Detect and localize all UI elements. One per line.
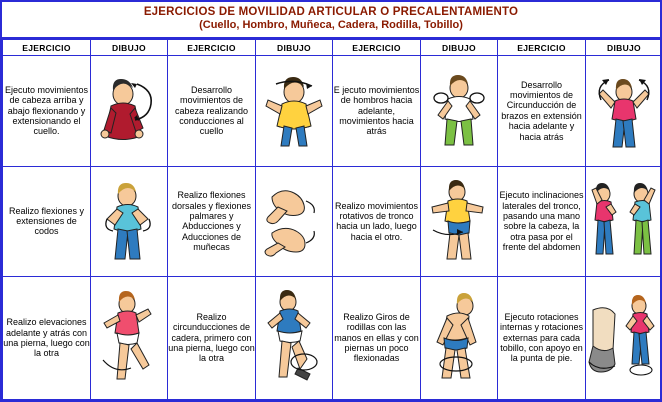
table-row	[3, 166, 662, 276]
exercise-text: Realizo flexiones dorsales y flexiones palmares y Abducciones y Aducciones de muñecas	[168, 166, 256, 276]
page-title: EJERCICIOS DE MOVILIDAD ARTICULAR O PRECALENTAMIENTO	[143, 6, 519, 18]
page-subtitle: (Cuello, Hombro, Muñeca, Cadera, Rodilla, Tobillo)	[199, 19, 463, 32]
neck-rotation-icon	[256, 72, 332, 150]
header-drawing-2: DIBUJO	[256, 40, 333, 56]
table-header-row	[3, 40, 662, 56]
header-exercise-2: EJERCICIO	[168, 40, 256, 56]
exercise-drawing	[421, 276, 498, 399]
header-exercise-4: EJERCICIO	[498, 40, 586, 56]
trunk-rotation-icon	[421, 178, 497, 264]
title-bar	[2, 2, 660, 39]
header-exercise-1: EJERCICIO	[3, 40, 91, 56]
elbow-flexion-icon	[91, 178, 167, 264]
header-exercise-3: EJERCICIO	[333, 40, 421, 56]
exercise-text: Realizo circunducciones de cadera, primero con una pierna, luego con la otra	[168, 276, 256, 399]
arm-circumduction-icon	[586, 68, 662, 154]
table-row	[3, 276, 662, 399]
hip-circumduction-icon	[256, 290, 332, 386]
exercise-text: Realizo movimientos rotativos de tronco hacia un lado, luego hacia el otro.	[333, 166, 421, 276]
lateral-trunk-bend-icon	[586, 178, 662, 264]
exercise-drawing	[256, 166, 333, 276]
knee-circles-icon	[421, 290, 497, 386]
exercise-text: Ejecuto inclinaciones laterales del tronco, pasando una mano sobre la cabeza, la otra pasa por el frente del abdomen	[498, 166, 586, 276]
table-row	[3, 56, 662, 166]
exercise-text: Realizo Giros de rodillas con las manos en ellas y con piernas un poco flexionadas	[333, 276, 421, 399]
header-drawing-1: DIBUJO	[91, 40, 168, 56]
exercise-drawing	[586, 56, 662, 166]
exercise-drawing	[586, 166, 662, 276]
exercise-text: Desarrollo movimientos de cabeza realizando conducciones al cuello	[168, 56, 256, 166]
exercise-text: Realizo elevaciones adelante y atrás con una pierna, luego con la otra	[3, 276, 91, 399]
exercise-text: E jecuto movimientos de hombros hacia adelante, movimientos hacia atrás	[333, 56, 421, 166]
neck-flexion-extension-icon	[91, 72, 167, 150]
exercise-text: Ejecuto rotaciones internas y rotaciones externas para cada tobillo, con apoyo en la punta de pie.	[498, 276, 586, 399]
header-drawing-4: DIBUJO	[586, 40, 662, 56]
exercise-text: Desarrollo movimientos de Circunducción de brazos en extensión hacia adelante y hacia atrás	[498, 56, 586, 166]
exercise-drawing	[91, 56, 168, 166]
exercise-drawing	[586, 276, 662, 399]
exercise-text: Ejecuto movimientos de cabeza arriba y abajo flexionando y extensionando el cuello.	[3, 56, 91, 166]
exercise-drawing	[421, 56, 498, 166]
exercise-table	[2, 39, 662, 400]
exercise-drawing	[91, 276, 168, 399]
shoulder-circles-icon	[421, 72, 497, 150]
leg-swing-icon	[91, 290, 167, 386]
ankle-rotation-icon	[586, 290, 662, 386]
exercise-drawing	[256, 56, 333, 166]
wrist-flexion-icon	[256, 181, 332, 261]
exercise-drawing	[421, 166, 498, 276]
header-drawing-3: DIBUJO	[421, 40, 498, 56]
exercise-drawing	[91, 166, 168, 276]
exercise-drawing	[256, 276, 333, 399]
exercise-text: Realizo flexiones y extensiones de codos	[3, 166, 91, 276]
